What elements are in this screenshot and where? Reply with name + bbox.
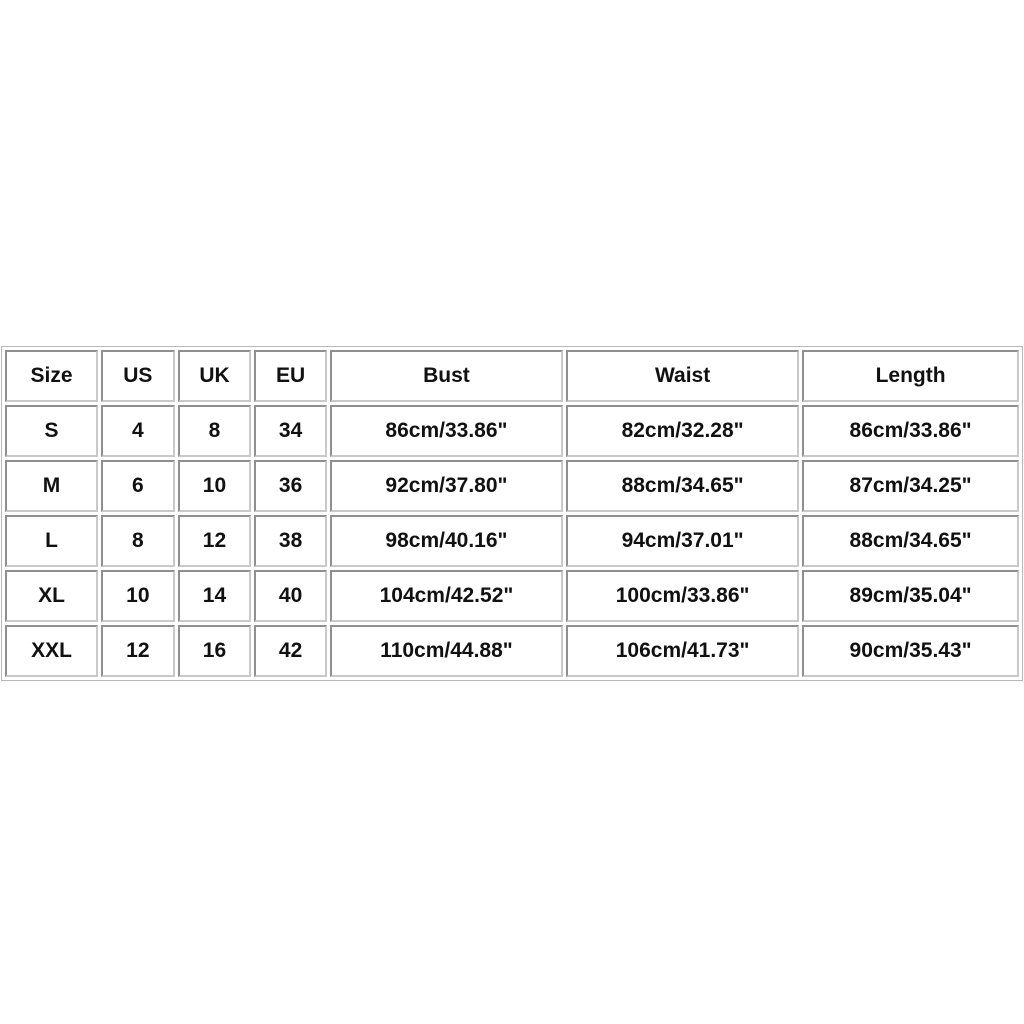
cell-length: 86cm/33.86" [802, 405, 1019, 457]
cell-bust: 92cm/37.80" [330, 460, 563, 512]
cell-size: XL [5, 570, 98, 622]
header-cell-uk: UK [178, 350, 252, 402]
cell-size: S [5, 405, 98, 457]
cell-length: 87cm/34.25" [802, 460, 1019, 512]
header-cell-waist: Waist [566, 350, 799, 402]
cell-length: 88cm/34.65" [802, 515, 1019, 567]
cell-eu: 36 [254, 460, 327, 512]
cell-eu: 38 [254, 515, 327, 567]
cell-uk: 10 [178, 460, 252, 512]
cell-size: XXL [5, 625, 98, 677]
cell-size: L [5, 515, 98, 567]
cell-us: 4 [101, 405, 175, 457]
cell-length: 89cm/35.04" [802, 570, 1019, 622]
cell-eu: 40 [254, 570, 327, 622]
cell-us: 10 [101, 570, 175, 622]
cell-waist: 100cm/33.86" [566, 570, 799, 622]
size-chart-table [1, 346, 1023, 681]
cell-size: M [5, 460, 98, 512]
header-cell-us: US [101, 350, 175, 402]
cell-uk: 12 [178, 515, 252, 567]
cell-waist: 106cm/41.73" [566, 625, 799, 677]
header-cell-size: Size [5, 350, 98, 402]
cell-eu: 34 [254, 405, 327, 457]
cell-bust: 86cm/33.86" [330, 405, 563, 457]
header-cell-bust: Bust [330, 350, 563, 402]
cell-us: 6 [101, 460, 175, 512]
cell-eu: 42 [254, 625, 327, 677]
cell-uk: 8 [178, 405, 252, 457]
cell-length: 90cm/35.43" [802, 625, 1019, 677]
cell-waist: 94cm/37.01" [566, 515, 799, 567]
table-row [5, 625, 1019, 677]
header-cell-eu: EU [254, 350, 327, 402]
header-row [5, 350, 1019, 402]
cell-uk: 14 [178, 570, 252, 622]
table-row [5, 405, 1019, 457]
table-row [5, 515, 1019, 567]
table-row [5, 570, 1019, 622]
cell-uk: 16 [178, 625, 252, 677]
cell-waist: 88cm/34.65" [566, 460, 799, 512]
cell-bust: 110cm/44.88" [330, 625, 563, 677]
cell-us: 8 [101, 515, 175, 567]
cell-waist: 82cm/32.28" [566, 405, 799, 457]
header-cell-length: Length [802, 350, 1019, 402]
cell-bust: 98cm/40.16" [330, 515, 563, 567]
cell-bust: 104cm/42.52" [330, 570, 563, 622]
table-row [5, 460, 1019, 512]
cell-us: 12 [101, 625, 175, 677]
